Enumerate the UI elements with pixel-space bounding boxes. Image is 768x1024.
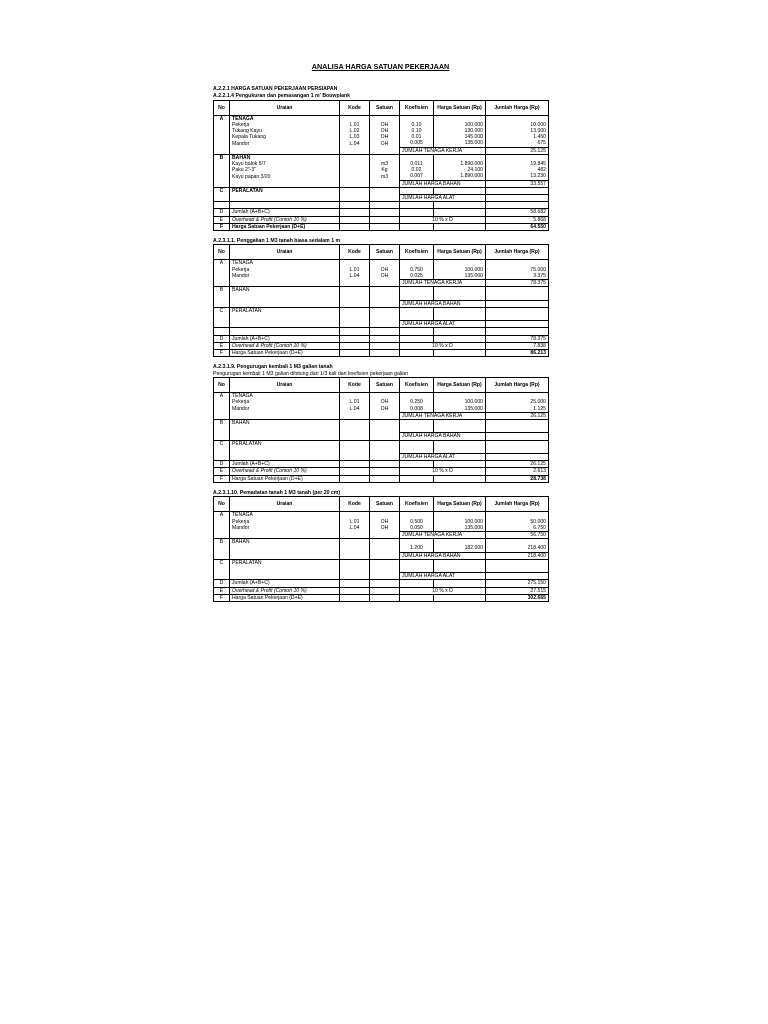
subtotal-value: 25.125 bbox=[486, 147, 549, 154]
header-no: No bbox=[214, 100, 230, 115]
subtotal-value bbox=[486, 321, 549, 328]
group-label: BAHAN bbox=[230, 154, 340, 161]
summary-label: Jumlah (A+B+C) bbox=[230, 461, 340, 468]
cell-satuan bbox=[370, 545, 400, 552]
summary-label: Jumlah (A+B+C) bbox=[230, 209, 340, 216]
cell-harga-satuan: 100.000 bbox=[434, 122, 486, 128]
summary-value: 28.738 bbox=[486, 475, 549, 482]
subtotal-value: 78.375 bbox=[486, 280, 549, 287]
subtotal-label: JUMLAH TENAGA KERJA bbox=[400, 280, 486, 287]
header-kode: Kode bbox=[340, 378, 370, 393]
summary-value: 26.125 bbox=[486, 461, 549, 468]
subtotal-label: JUMLAH HARGA ALAT bbox=[400, 573, 486, 580]
summary-row-e bbox=[214, 216, 549, 223]
summary-koefisien: 10 % x D bbox=[400, 587, 486, 594]
cell-satuan: OH bbox=[370, 267, 400, 273]
cell-satuan: OH bbox=[370, 406, 400, 413]
section-title: A.2.3.1.10. Pemadatan tanah 1 M3 tanah (per 20 cm) bbox=[213, 489, 341, 496]
group-label: TENAGA bbox=[230, 260, 340, 267]
summary-label: Harga Satuan Pekerjaan (D+E) bbox=[230, 475, 340, 482]
header-uraian: Uraian bbox=[230, 100, 340, 115]
subtotal-row bbox=[214, 321, 549, 328]
subtotal-label: JUMLAH HARGA ALAT bbox=[400, 454, 486, 461]
group-no: B bbox=[214, 539, 230, 546]
subtotal-value bbox=[486, 573, 549, 580]
cell-harga-satuan: 1.890.000 bbox=[434, 161, 486, 167]
subtotal-row bbox=[214, 412, 549, 419]
table-row bbox=[214, 273, 549, 280]
cell-uraian: Mandor bbox=[230, 140, 340, 147]
cell-kode: L.04 bbox=[340, 273, 370, 280]
group-no: B bbox=[214, 154, 230, 161]
summary-label: Harga Satuan Pekerjaan (D+E) bbox=[230, 350, 340, 357]
header-kode: Kode bbox=[340, 497, 370, 512]
summary-label: Jumlah (A+B+C) bbox=[230, 580, 340, 587]
group-no: B bbox=[214, 287, 230, 294]
group-no: C bbox=[214, 307, 230, 314]
subtotal-label: JUMLAH TENAGA KERJA bbox=[400, 531, 486, 538]
header-jumlah-harga: Jumlah Harga (Rp) bbox=[486, 378, 549, 393]
header-no: No bbox=[214, 497, 230, 512]
section-code: A.2.2.1 HARGA SATUAN PEKERJAAN PERSIAPAN bbox=[213, 86, 338, 92]
summary-no: D bbox=[214, 461, 230, 468]
section-pengurugan bbox=[213, 364, 548, 483]
subtotal-label: JUMLAH TENAGA KERJA bbox=[400, 147, 486, 154]
cell-koefisien: 0.01 bbox=[400, 134, 434, 140]
group-no: A bbox=[214, 512, 230, 519]
header-uraian: Uraian bbox=[230, 378, 340, 393]
table-header bbox=[214, 245, 549, 260]
summary-label: Overhead & Profit (Contoh 10 %) bbox=[230, 587, 340, 594]
summary-row-d bbox=[214, 209, 549, 216]
group-no: B bbox=[214, 420, 230, 427]
cell-harga-satuan: 135.000 bbox=[434, 406, 486, 413]
summary-row-e bbox=[214, 468, 549, 475]
cell-uraian: Pekerja bbox=[230, 122, 340, 128]
subtotal-value: 56.750 bbox=[486, 531, 549, 538]
cell-kode: L.03 bbox=[340, 134, 370, 140]
header-koefisien: Koefisien bbox=[400, 497, 434, 512]
cell-koefisien: 0.011 bbox=[400, 161, 434, 167]
cell-satuan: OH bbox=[370, 128, 400, 134]
cell-jumlah-harga: 75.000 bbox=[486, 267, 549, 273]
summary-value: 2.613 bbox=[486, 468, 549, 475]
section-title: A.2.2.1.4 Pengukuran dan pemasangan 1 m' Bouwplank bbox=[213, 93, 351, 99]
subtotal-label: JUMLAH HARGA BAHAN bbox=[400, 552, 486, 559]
cell-kode: L.04 bbox=[340, 406, 370, 413]
cell-jumlah-harga: 13.230 bbox=[486, 173, 549, 180]
header-harga-satuan: Harga Satuan (Rp) bbox=[434, 378, 486, 393]
cell-uraian: Kepala Tukang bbox=[230, 134, 340, 140]
summary-label: Overhead & Profit (Contoh 10 %) bbox=[230, 216, 340, 223]
summary-no: D bbox=[214, 335, 230, 342]
subtotal-row bbox=[214, 300, 549, 307]
table-header bbox=[214, 378, 549, 393]
summary-no: F bbox=[214, 594, 230, 601]
header-harga-satuan: Harga Satuan (Rp) bbox=[434, 100, 486, 115]
subtotal-value bbox=[486, 433, 549, 440]
table-row bbox=[214, 140, 549, 147]
subtotal-value bbox=[486, 454, 549, 461]
cell-jumlah-harga: 1.125 bbox=[486, 406, 549, 413]
summary-label: Harga Satuan Pekerjaan (D+E) bbox=[230, 594, 340, 601]
cell-uraian: Pekerja bbox=[230, 519, 340, 525]
cell-uraian: Mandor bbox=[230, 273, 340, 280]
summary-no: D bbox=[214, 209, 230, 216]
cell-satuan: OH bbox=[370, 134, 400, 140]
subtotal-value: 218.400 bbox=[486, 552, 549, 559]
summary-row-f bbox=[214, 223, 549, 230]
cell-kode: L.01 bbox=[340, 267, 370, 273]
cell-jumlah-harga: 3.375 bbox=[486, 273, 549, 280]
table-row bbox=[214, 406, 549, 413]
subtotal-row bbox=[214, 573, 549, 580]
summary-koefisien: 10 % x D bbox=[400, 342, 486, 349]
cell-kode: L.02 bbox=[340, 128, 370, 134]
cell-jumlah-harga: 675 bbox=[486, 140, 549, 147]
cell-jumlah-harga: 482 bbox=[486, 167, 549, 173]
subtotal-value: 26.125 bbox=[486, 412, 549, 419]
group-label: TENAGA bbox=[230, 393, 340, 400]
group-row-peralatan bbox=[214, 559, 549, 566]
header-satuan: Satuan bbox=[370, 245, 400, 260]
cell-uraian bbox=[230, 545, 340, 552]
subtotal-label: JUMLAH HARGA ALAT bbox=[400, 194, 486, 201]
cell-koefisien: 0.02 bbox=[400, 167, 434, 173]
cell-kode bbox=[340, 545, 370, 552]
analysis-table bbox=[213, 377, 549, 483]
group-no: C bbox=[214, 559, 230, 566]
cell-kode: L.01 bbox=[340, 399, 370, 405]
group-row-bahan bbox=[214, 539, 549, 546]
group-row-peralatan bbox=[214, 187, 549, 194]
subtotal-value: 33.557 bbox=[486, 180, 549, 187]
summary-value: 5.868 bbox=[486, 216, 549, 223]
summary-no: E bbox=[214, 587, 230, 594]
cell-kode: L.04 bbox=[340, 140, 370, 147]
cell-koefisien: 0.050 bbox=[400, 525, 434, 532]
summary-no: F bbox=[214, 475, 230, 482]
summary-row-d bbox=[214, 580, 549, 587]
table-header bbox=[214, 497, 549, 512]
group-row-bahan bbox=[214, 154, 549, 161]
cell-harga-satuan: 135.000 bbox=[434, 273, 486, 280]
header-koefisien: Koefisien bbox=[400, 378, 434, 393]
subtotal-row bbox=[214, 454, 549, 461]
group-row-peralatan bbox=[214, 440, 549, 447]
header-satuan: Satuan bbox=[370, 100, 400, 115]
header-harga-satuan: Harga Satuan (Rp) bbox=[434, 245, 486, 260]
summary-row-d bbox=[214, 335, 549, 342]
empty-row bbox=[214, 328, 549, 335]
header-uraian: Uraian bbox=[230, 245, 340, 260]
cell-kode: L.01 bbox=[340, 519, 370, 525]
cell-jumlah-harga: 1.450 bbox=[486, 134, 549, 140]
section-title: A.2.3.1.1. Penggalian 1 M3 tanah biasa sedalam 1 m bbox=[213, 237, 341, 244]
summary-label: Overhead & Profit (Contoh 10 %) bbox=[230, 468, 340, 475]
header-koefisien: Koefisien bbox=[400, 100, 434, 115]
cell-koefisien: 0.007 bbox=[400, 173, 434, 180]
summary-value: 64.550 bbox=[486, 223, 549, 230]
cell-uraian: Kayu papan 3/20 bbox=[230, 173, 340, 180]
subtotal-row bbox=[214, 194, 549, 201]
summary-no: F bbox=[214, 350, 230, 357]
analysis-table bbox=[213, 244, 549, 357]
summary-label: Jumlah (A+B+C) bbox=[230, 335, 340, 342]
cell-harga-satuan: 130.000 bbox=[434, 128, 486, 134]
subtotal-label: JUMLAH HARGA BAHAN bbox=[400, 180, 486, 187]
group-label: BAHAN bbox=[230, 287, 340, 294]
table-row bbox=[214, 525, 549, 532]
header-satuan: Satuan bbox=[370, 497, 400, 512]
cell-kode: L.01 bbox=[340, 122, 370, 128]
cell-satuan: OH bbox=[370, 519, 400, 525]
cell-koefisien: 0.005 bbox=[400, 140, 434, 147]
cell-harga-satuan: 100.000 bbox=[434, 267, 486, 273]
summary-label: Harga Satuan Pekerjaan (D+E) bbox=[230, 223, 340, 230]
empty-row bbox=[214, 426, 549, 433]
cell-satuan: m3 bbox=[370, 161, 400, 167]
header-kode: Kode bbox=[340, 100, 370, 115]
cell-uraian: Mandor bbox=[230, 406, 340, 413]
group-no: A bbox=[214, 115, 230, 122]
group-label: TENAGA bbox=[230, 512, 340, 519]
cell-koefisien: 0.10 bbox=[400, 128, 434, 134]
subtotal-label: JUMLAH HARGA BAHAN bbox=[400, 433, 486, 440]
cell-harga-satuan: 100.000 bbox=[434, 399, 486, 405]
summary-no: E bbox=[214, 342, 230, 349]
subtotal-row bbox=[214, 552, 549, 559]
empty-row bbox=[214, 314, 549, 321]
summary-row-f bbox=[214, 350, 549, 357]
summary-row-e bbox=[214, 587, 549, 594]
group-label: PERALATAN bbox=[230, 559, 340, 566]
group-row-bahan bbox=[214, 287, 549, 294]
header-uraian: Uraian bbox=[230, 497, 340, 512]
cell-satuan: m3 bbox=[370, 173, 400, 180]
cell-koefisien: 0.500 bbox=[400, 519, 434, 525]
summary-value: 7.838 bbox=[486, 342, 549, 349]
header-jumlah-harga: Jumlah Harga (Rp) bbox=[486, 497, 549, 512]
summary-value: 86.213 bbox=[486, 350, 549, 357]
header-jumlah-harga: Jumlah Harga (Rp) bbox=[486, 100, 549, 115]
summary-label: Overhead & Profit (Contoh 10 %) bbox=[230, 342, 340, 349]
cell-koefisien: 0.008 bbox=[400, 406, 434, 413]
summary-koefisien: 10 % x D bbox=[400, 216, 486, 223]
cell-kode bbox=[340, 173, 370, 180]
subtotal-label: JUMLAH HARGA ALAT bbox=[400, 321, 486, 328]
group-label: BAHAN bbox=[230, 420, 340, 427]
analysis-table bbox=[213, 100, 549, 231]
summary-row-f bbox=[214, 594, 549, 601]
summary-no: D bbox=[214, 580, 230, 587]
cell-satuan: OH bbox=[370, 273, 400, 280]
analysis-table bbox=[213, 496, 549, 602]
empty-row bbox=[214, 447, 549, 454]
header-harga-satuan: Harga Satuan (Rp) bbox=[434, 497, 486, 512]
cell-koefisien: 0.10 bbox=[400, 122, 434, 128]
subtotal-label: JUMLAH TENAGA KERJA bbox=[400, 412, 486, 419]
header-no: No bbox=[214, 378, 230, 393]
subtotal-row bbox=[214, 147, 549, 154]
cell-koefisien: 0.025 bbox=[400, 273, 434, 280]
group-label: PERALATAN bbox=[230, 307, 340, 314]
subtotal-value bbox=[486, 300, 549, 307]
summary-row-e bbox=[214, 342, 549, 349]
header-jumlah-harga: Jumlah Harga (Rp) bbox=[486, 245, 549, 260]
cell-satuan: OH bbox=[370, 399, 400, 405]
summary-row-f bbox=[214, 475, 549, 482]
group-label: PERALATAN bbox=[230, 187, 340, 194]
cell-uraian: Tukang Kayu bbox=[230, 128, 340, 134]
group-no: C bbox=[214, 187, 230, 194]
cell-jumlah-harga: 50.000 bbox=[486, 519, 549, 525]
empty-row bbox=[214, 566, 549, 573]
empty-row bbox=[214, 202, 549, 209]
subtotal-row bbox=[214, 531, 549, 538]
cell-uraian: Kayu balok 5/7 bbox=[230, 161, 340, 167]
subtotal-label: JUMLAH HARGA BAHAN bbox=[400, 300, 486, 307]
cell-uraian: Pekerja bbox=[230, 267, 340, 273]
summary-value: 27.515 bbox=[486, 587, 549, 594]
group-row-tenaga bbox=[214, 260, 549, 267]
summary-value: 302.665 bbox=[486, 594, 549, 601]
cell-harga-satuan: 135.000 bbox=[434, 525, 486, 532]
summary-no: E bbox=[214, 216, 230, 223]
cell-satuan: Kg bbox=[370, 167, 400, 173]
section-bouwplank bbox=[213, 86, 548, 231]
summary-value: 275.150 bbox=[486, 580, 549, 587]
empty-row bbox=[214, 293, 549, 300]
cell-kode: L.04 bbox=[340, 525, 370, 532]
table-row bbox=[214, 173, 549, 180]
cell-uraian: Mandor bbox=[230, 525, 340, 532]
table-header bbox=[214, 100, 549, 115]
group-label: PERALATAN bbox=[230, 440, 340, 447]
group-row-tenaga bbox=[214, 512, 549, 519]
group-row-bahan bbox=[214, 420, 549, 427]
group-label: BAHAN bbox=[230, 539, 340, 546]
cell-koefisien: 1.200 bbox=[400, 545, 434, 552]
section-penggalian bbox=[213, 238, 548, 357]
group-no: C bbox=[214, 440, 230, 447]
summary-value: 78.375 bbox=[486, 335, 549, 342]
document-title: ANALISA HARGA SATUAN PEKERJAAN bbox=[311, 62, 450, 71]
cell-harga-satuan: 145.000 bbox=[434, 134, 486, 140]
summary-value: 58.682 bbox=[486, 209, 549, 216]
cell-harga-satuan: 135.000 bbox=[434, 140, 486, 147]
cell-satuan: OH bbox=[370, 122, 400, 128]
header-no: No bbox=[214, 245, 230, 260]
subtotal-row bbox=[214, 433, 549, 440]
table-row bbox=[214, 545, 549, 552]
section-pemadatan bbox=[213, 490, 548, 602]
summary-koefisien: 10 % x D bbox=[400, 468, 486, 475]
cell-harga-satuan: 100.000 bbox=[434, 519, 486, 525]
group-row-tenaga bbox=[214, 115, 549, 122]
header-koefisien: Koefisien bbox=[400, 245, 434, 260]
cell-koefisien: 0.250 bbox=[400, 399, 434, 405]
summary-no: F bbox=[214, 223, 230, 230]
group-no: A bbox=[214, 393, 230, 400]
group-label: TENAGA bbox=[230, 115, 340, 122]
cell-satuan: OH bbox=[370, 525, 400, 532]
cell-uraian: Pekerja bbox=[230, 399, 340, 405]
cell-jumlah-harga: 19.845 bbox=[486, 161, 549, 167]
cell-satuan: OH bbox=[370, 140, 400, 147]
group-no: A bbox=[214, 260, 230, 267]
cell-jumlah-harga: 13.000 bbox=[486, 128, 549, 134]
cell-uraian: Paku 2"-3" bbox=[230, 167, 340, 173]
group-row-tenaga bbox=[214, 393, 549, 400]
cell-harga-satuan: 24.100 bbox=[434, 167, 486, 173]
subtotal-row bbox=[214, 280, 549, 287]
section-title: A.2.3.1.9. Pengurugan kembali 1 M3 galian tanah bbox=[213, 364, 333, 371]
cell-jumlah-harga: 218.400 bbox=[486, 545, 549, 552]
summary-row-d bbox=[214, 461, 549, 468]
header-kode: Kode bbox=[340, 245, 370, 260]
cell-koefisien: 0.750 bbox=[400, 267, 434, 273]
document-page bbox=[213, 62, 548, 609]
cell-harga-satuan: 182.000 bbox=[434, 545, 486, 552]
cell-jumlah-harga: 25.000 bbox=[486, 399, 549, 405]
group-row-peralatan bbox=[214, 307, 549, 314]
subtotal-value bbox=[486, 194, 549, 201]
subtotal-row bbox=[214, 180, 549, 187]
header-satuan: Satuan bbox=[370, 378, 400, 393]
summary-no: E bbox=[214, 468, 230, 475]
section-note: Pengurugan kembali 1 M3 galian dihitung dari 1/3 kali dari koefisien pekerjaan galian bbox=[213, 370, 408, 377]
cell-jumlah-harga: 6.750 bbox=[486, 525, 549, 532]
cell-jumlah-harga: 10.000 bbox=[486, 122, 549, 128]
cell-harga-satuan: 1.890.000 bbox=[434, 173, 486, 180]
